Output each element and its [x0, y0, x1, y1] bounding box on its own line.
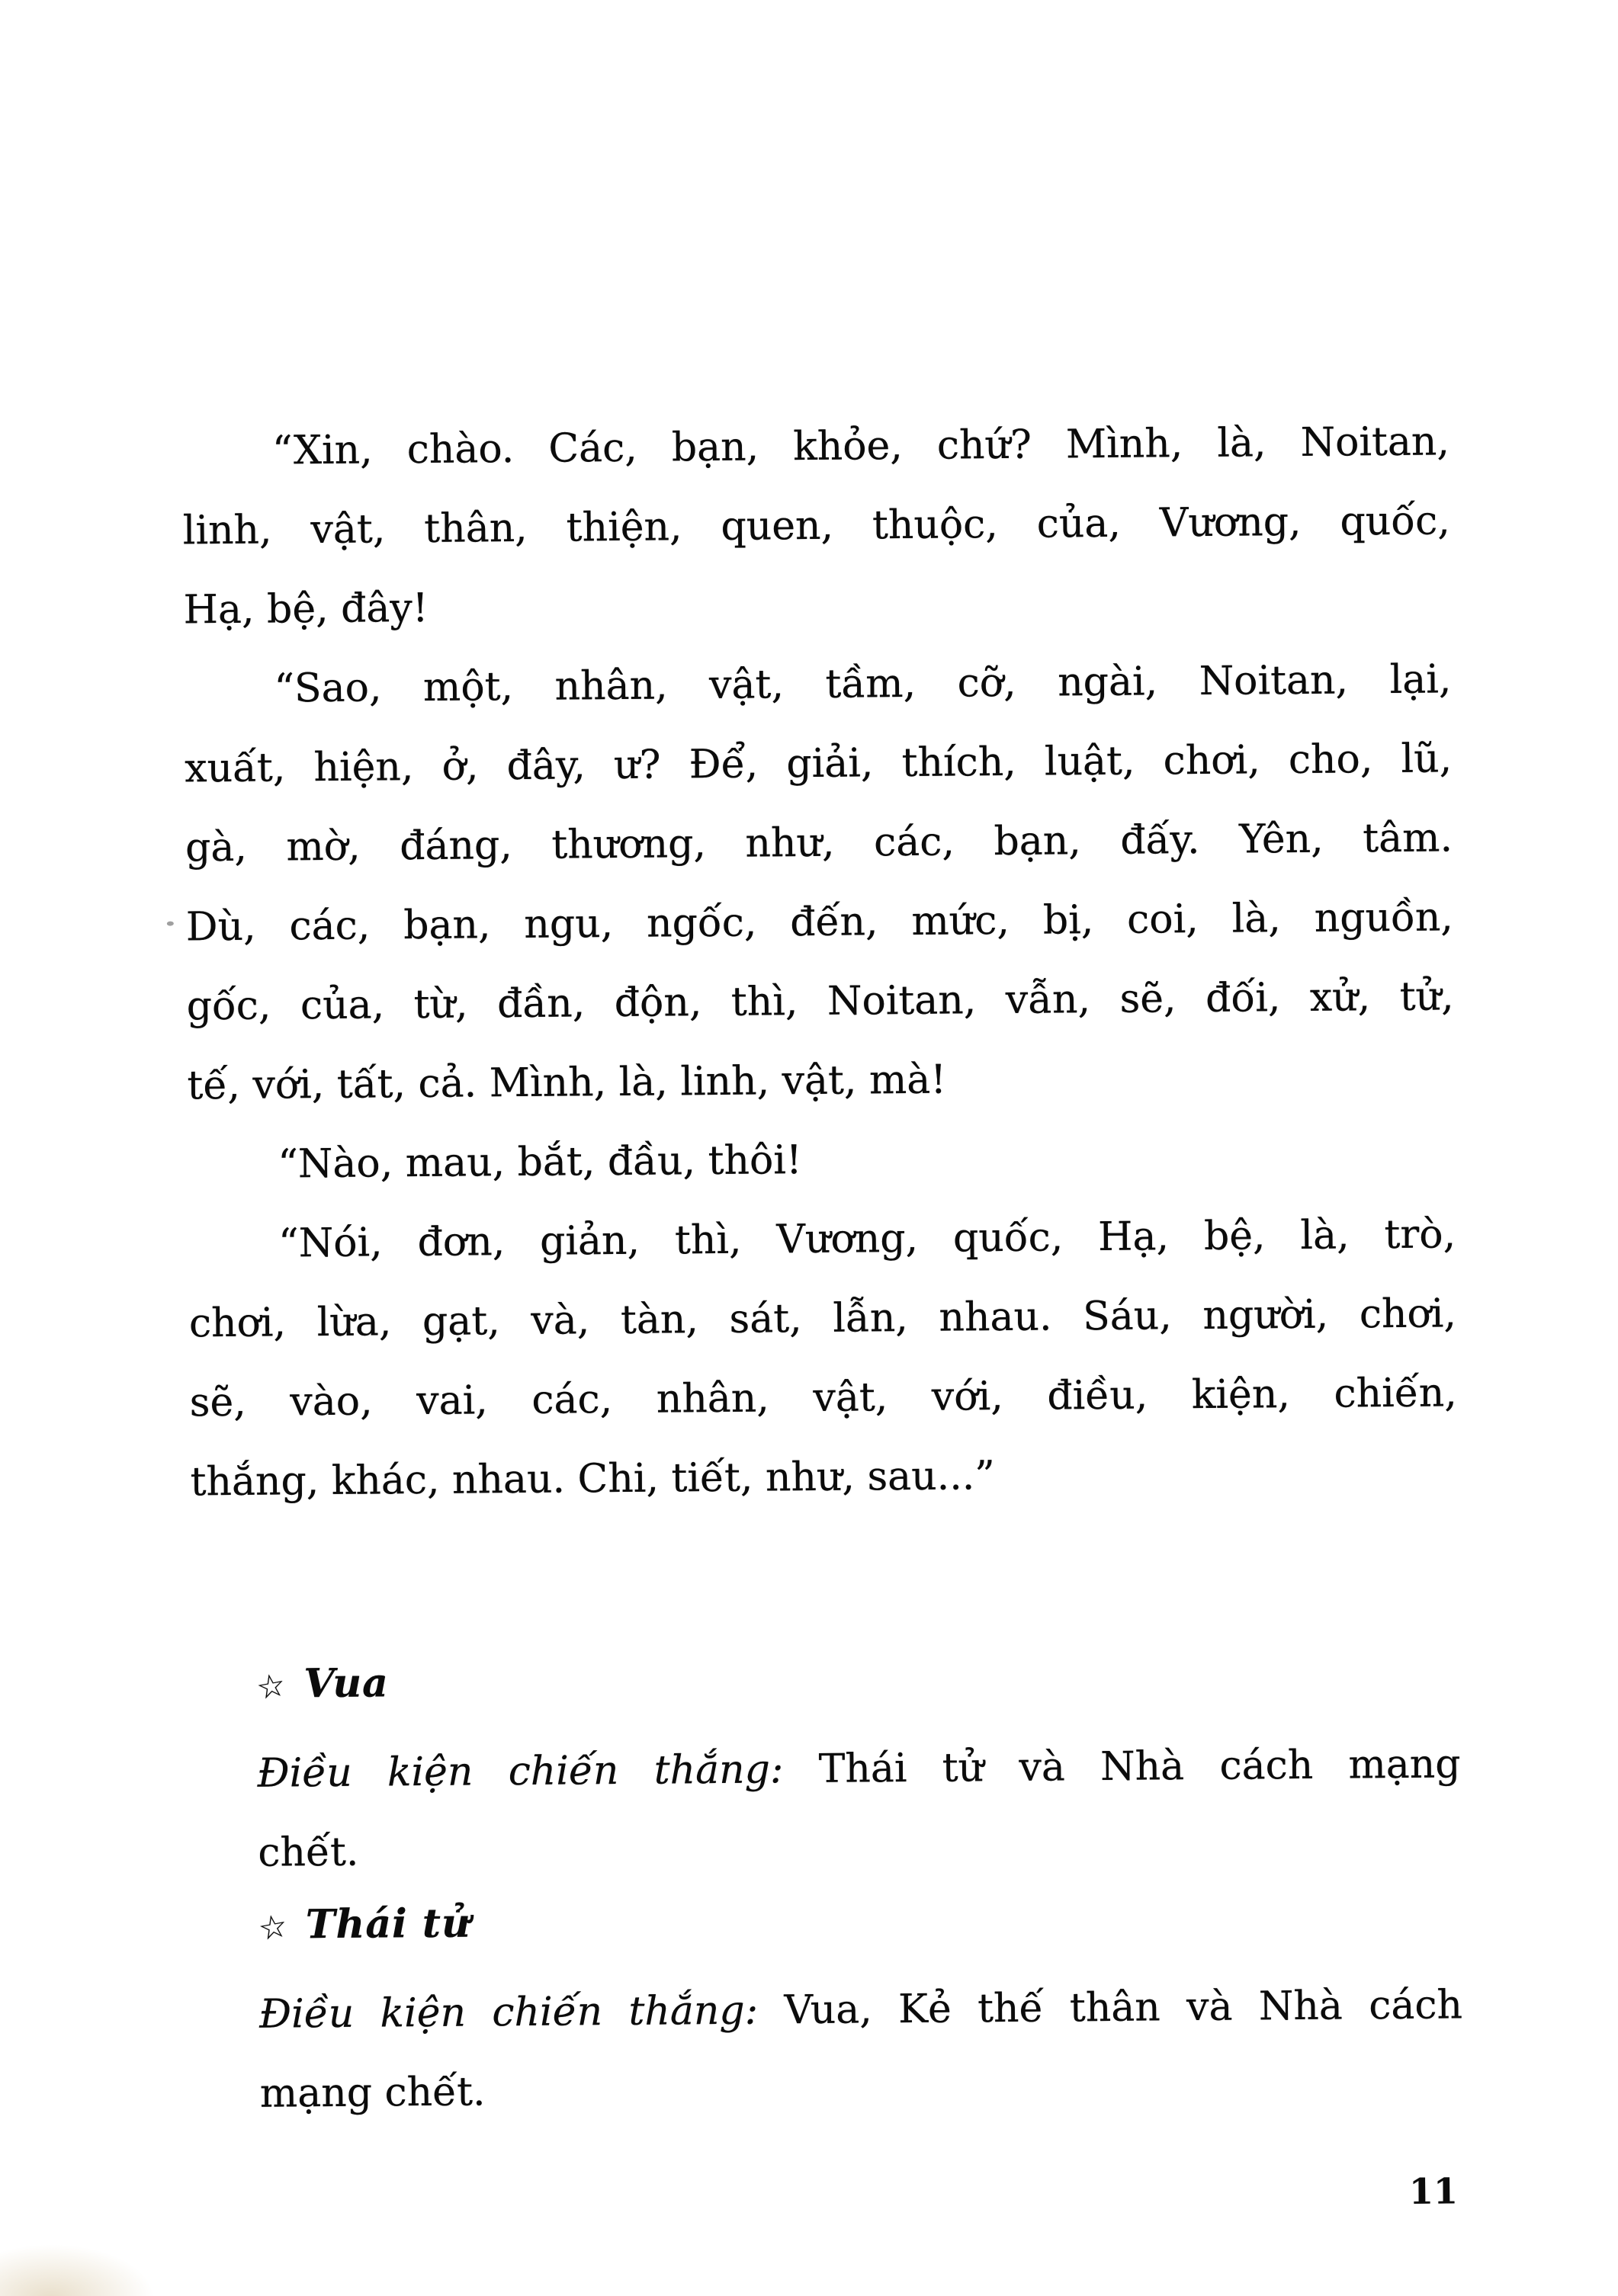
body-line-7: Dù, các, bạn, ngu, ngốc, đến, mức, bị, coi, là, nguồn, — [185, 894, 1454, 951]
win-condition-label: Điều kiện chiến thắng: — [258, 1987, 759, 2038]
section-title: Vua — [303, 1659, 390, 1708]
win-condition-text: mạng chết. — [259, 2069, 486, 2117]
page-number: 11 — [1408, 2170, 1459, 2212]
section-thai-tu-heading — [255, 1876, 1462, 1967]
star-icon: ☆ — [253, 1665, 289, 1708]
win-condition-label: Điều kiện chiến thắng: — [257, 1746, 784, 1797]
win-condition-text: Vua, Kẻ thế thân và Nhà cách — [784, 1982, 1463, 2034]
win-condition-line — [257, 1724, 1461, 1813]
body-line-1: “Xin, chào. Các, bạn, khỏe, chứ? Mình, là, Noitan, — [271, 418, 1450, 474]
body-text — [182, 402, 1458, 1522]
body-line-9: tế, với, tất, cả. Mình, là, linh, vật, mà! — [187, 1057, 947, 1109]
win-condition-text: Thái tử và Nhà cách mạng — [818, 1741, 1461, 1792]
body-line-14: thắng, khác, nhau. Chi, tiết, như, sau...” — [190, 1453, 996, 1506]
body-line-13: sẽ, vào, vai, các, nhân, vật, với, điều, kiện, chiến, — [189, 1370, 1457, 1426]
body-line-6: gà, mờ, đáng, thương, như, các, bạn, đấy. Yên, tâm. — [185, 815, 1453, 871]
section-vua — [253, 1635, 1462, 1892]
body-line-2: linh, vật, thân, thiện, quen, thuộc, của, Vương, quốc, — [182, 498, 1450, 554]
body-line-3: Hạ, bệ, đây! — [183, 585, 429, 633]
scan-smudge — [0, 2243, 155, 2296]
win-condition-text: chết. — [258, 1829, 359, 1876]
body-line-11: “Nói, đơn, giản, thì, Vương, quốc, Hạ, bệ, là, trò, — [278, 1211, 1456, 1267]
section-vua-heading — [253, 1635, 1460, 1726]
body-line-8: gốc, của, từ, đần, độn, thì, Noitan, vẫn, sẽ, đối, xử, tử, — [186, 973, 1454, 1030]
win-condition-line — [259, 2044, 1463, 2133]
win-condition-line — [259, 1965, 1463, 2054]
section-thai-tu — [255, 1876, 1464, 2133]
body-line-12: chơi, lừa, gạt, và, tàn, sát, lẫn, nhau. Sáu, người, chơi, — [188, 1291, 1457, 1347]
body-line-4: “Sao, một, nhân, vật, tầm, cỡ, ngài, Noitan, lại, — [274, 656, 1452, 712]
body-line-5: xuất, hiện, ở, đây, ư? Để, giải, thích, luật, chơi, cho, lũ, — [185, 736, 1453, 792]
section-title: Thái tử — [305, 1900, 471, 1948]
scan-speck — [167, 922, 174, 926]
body-line-10: “Nào, mau, bắt, đầu, thôi! — [278, 1137, 803, 1188]
star-icon: ☆ — [255, 1906, 291, 1948]
